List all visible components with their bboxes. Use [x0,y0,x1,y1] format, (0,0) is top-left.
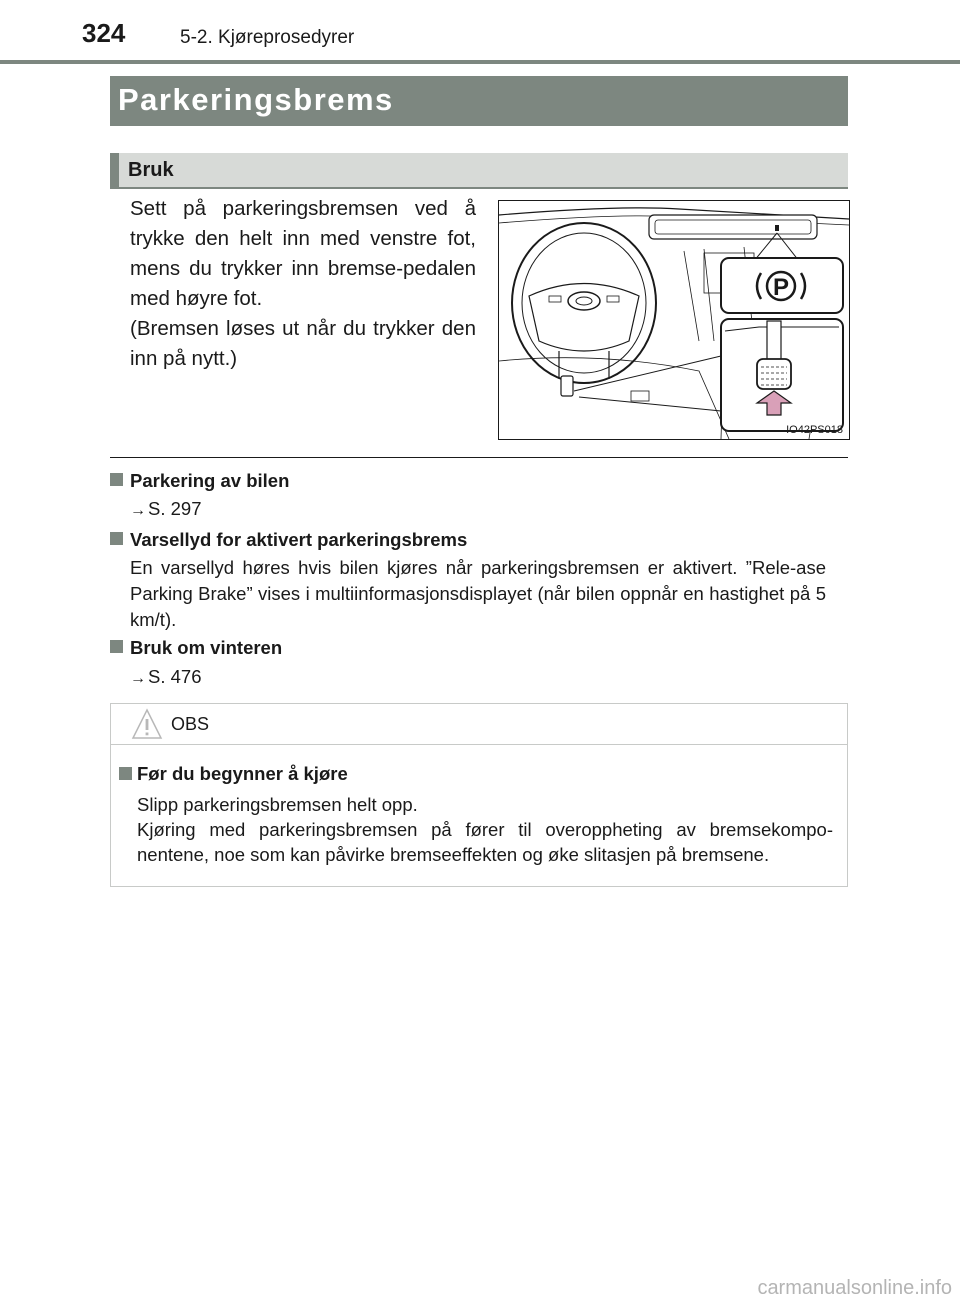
intro-text [130,194,476,374]
figure-code: IO42PS018 [786,424,843,436]
caution-item-title: Før du begynner å kjøre [137,763,348,784]
header-rule [0,60,960,64]
reference-text: S. 297 [148,498,202,519]
caution-box [110,703,848,887]
parking-brake-pedal-icon [757,359,791,389]
caution-line-2: Kjøring med parkeringsbremsen på fører til overoppheting av bremsekompo-nentene, noe som kan påvirke bremseeffekten og øke slitasjen på bremsene. [137,819,833,865]
section-label: 5-2. Kjøreprosedyrer [180,27,355,48]
square-bullet-icon [110,532,123,545]
parking-brake-figure [498,200,850,440]
square-bullet-icon [110,473,123,486]
title-bar [110,76,848,126]
warning-triangle-icon [131,708,163,740]
page-reference[interactable] [130,666,202,688]
subhead-accent [110,153,119,187]
caution-text [137,792,833,867]
square-bullet-icon [119,767,132,780]
caution-header [111,704,847,745]
dashboard-illustration [499,201,849,439]
footer-watermark: carmanualsonline.info [757,1277,952,1299]
page-reference[interactable] [130,498,202,520]
item-title: Bruk om vinteren [130,637,283,658]
arrow-right-icon: → [130,502,146,519]
square-bullet-icon [110,640,123,653]
section-divider [110,457,848,458]
subhead-title: Bruk [128,159,174,181]
item-body-text: En varsellyd høres hvis bilen kjøres når parkeringsbremsen er aktivert. ”Rele-ase Parking Brake” vises i multiinformasjonsdisplayet (når bilen oppnår en hastighet på 5 km/t). [130,557,826,630]
item-title: Varsellyd for aktivert parkeringsbrems [130,529,468,550]
reference-text: S. 476 [148,666,202,687]
page-number: 324 [82,18,126,48]
p-symbol: P [772,274,790,301]
item-title: Parkering av bilen [130,470,290,491]
subhead-bar [110,153,848,189]
arrow-right-icon: → [130,670,146,687]
caution-label: OBS [171,714,210,734]
intro-note: (Bremsen løses ut når du trykker den inn på nytt.) [130,317,476,370]
page-title: Parkeringsbrems [118,82,394,117]
intro-paragraph: Sett på parkeringsbremsen ved å trykke den helt inn med venstre fot, mens du trykker inn bremse-pedalen med høyre fot. [130,197,476,310]
caution-line-1: Slipp parkeringsbremsen helt opp. [137,794,418,815]
